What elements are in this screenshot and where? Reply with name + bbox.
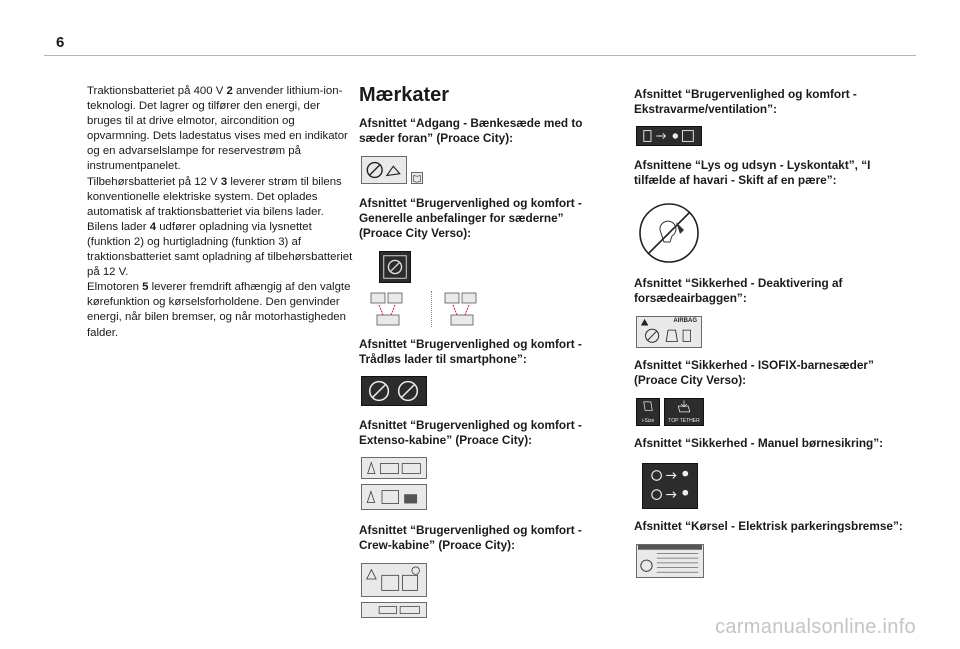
middle-column xyxy=(359,84,609,618)
child-seat-icon xyxy=(637,399,659,419)
page-number: 6 xyxy=(56,34,65,51)
child-lock-label xyxy=(642,463,698,509)
section-title-extenso-cab: Afsnittet “Brugervenlighed og komfort - Extenso-kabine” (Proace City): xyxy=(359,418,582,447)
right-column xyxy=(634,87,904,578)
section-heading: Mærkater xyxy=(359,84,450,106)
extenso-cab-label-1 xyxy=(361,457,427,479)
bench-seat-warning-label xyxy=(361,156,407,184)
section-title-seat-recommendations: Afsnittet “Brugervenlighed og komfort - Generelle anbefalinger for sæderne” (Proace City Verso): xyxy=(359,196,582,240)
rear-seat-row-icon xyxy=(369,291,423,327)
watermark: carmanualsonline.info xyxy=(715,616,916,638)
lamp-prohibition-icon xyxy=(636,200,702,266)
parking-brake-icon xyxy=(637,545,703,577)
label-separator xyxy=(431,291,435,327)
isize-label xyxy=(636,398,660,426)
section-title-heating-ventilation: Afsnittet “Brugervenlighed og komfort - Ekstravarme/ventilation”: xyxy=(634,87,857,116)
section-title-lighting: Afsnittene “Lys og udsyn - Lyskontakt”, “I tilfælde af havari - Skift af en pære”: xyxy=(634,158,871,187)
isize-text: i-Size xyxy=(641,418,655,424)
seat-row-labels xyxy=(369,291,609,327)
section-title-parking-brake: Afsnittet “Kørsel - Elektrisk parkeringsbremse”: xyxy=(634,519,903,533)
airbag-label-text: AIRBAG xyxy=(673,318,697,324)
seat-warning-icon xyxy=(362,485,426,509)
header-divider xyxy=(44,55,916,56)
extenso-cab-label-2 xyxy=(361,484,427,510)
section-title-bench-seat: Afsnittet “Adgang - Bænkesæde med to sæder foran” (Proace City): xyxy=(359,116,583,145)
section-title-crew-cab: Afsnittet “Brugervenlighed og komfort - Crew-kabine” (Proace City): xyxy=(359,523,582,552)
top-tether-text: TOP TETHER xyxy=(668,418,700,424)
parking-brake-label xyxy=(636,544,704,578)
seat-pictogram-icon xyxy=(362,458,426,478)
lighting-prohibition-label xyxy=(636,200,702,266)
section-title-airbag: Afsnittet “Sikkerhed - Deaktivering af forsædeairbaggen”: xyxy=(634,276,843,305)
heating-ventilation-label xyxy=(636,126,702,146)
tether-anchor-icon xyxy=(665,399,703,419)
seat-warning-icon xyxy=(380,252,410,282)
wireless-charger-prohibition-icon xyxy=(362,377,426,405)
top-tether-label xyxy=(664,398,704,426)
section-title-wireless-charger: Afsnittet “Brugervenlighed og komfort - Trådløs lader til smartphone”: xyxy=(359,337,582,366)
seat-recommendations-labels xyxy=(369,251,609,327)
section-title-isofix: Afsnittet “Sikkerhed - ISOFIX-barnesæder” (Proace City Verso): xyxy=(634,358,874,387)
label-group-bench-seat xyxy=(361,156,609,184)
fuel-heater-icon xyxy=(637,127,701,145)
wireless-charger-label xyxy=(361,376,427,406)
left-column-text xyxy=(87,84,355,341)
seat-prohibition-icon xyxy=(362,157,406,183)
child-lock-icon xyxy=(643,464,697,508)
crew-cab-label-2 xyxy=(361,602,427,618)
paragraph-charger: Bilens lader 4 udfører opladning via lysnettet (funktion 2) og hurtigladning (funktion 3) af traktionsbatteriet samt opladning af tilbehørsbatteriet på 12 V. xyxy=(87,220,353,279)
front-seat-row-icon xyxy=(443,291,497,327)
airbag-warning-label xyxy=(636,316,702,348)
seat-pictogram-label xyxy=(379,251,411,283)
section-title-child-lock: Afsnittet “Sikkerhed - Manuel børnesikring”: xyxy=(634,436,884,450)
book-icon xyxy=(411,172,423,184)
paragraph-traction-battery: Traktionsbatteriet på 400 V 2 anvender lithium-ion-teknologi. Det lagrer og tilfører den energi, der bruges til at drive elmotor, aircondition og opvarmning. Dets ladestatus vises med en indikator og en advarselslampe for reservestrøm på instrumentpanelet. xyxy=(87,85,348,173)
vehicle-pictogram-icon xyxy=(362,603,426,617)
crew-cab-label-1 xyxy=(361,563,427,597)
isofix-labels xyxy=(636,398,904,426)
seat-prohibition-icon xyxy=(362,564,426,596)
paragraph-electric-motor: Elmotoren 5 leverer fremdrift afhængig af den valgte kørefunktion og kørselsforholdene. Den genvinder energi, når bilen bremser, og når motorhastigheden falder. xyxy=(87,281,351,339)
paragraph-accessory-battery: Tilbehørsbatteriet på 12 V 3 leverer strøm til bilens konventionelle elektriske system. Det oplades automatisk af traktionsbatteriet via bilens lader. xyxy=(87,175,342,218)
